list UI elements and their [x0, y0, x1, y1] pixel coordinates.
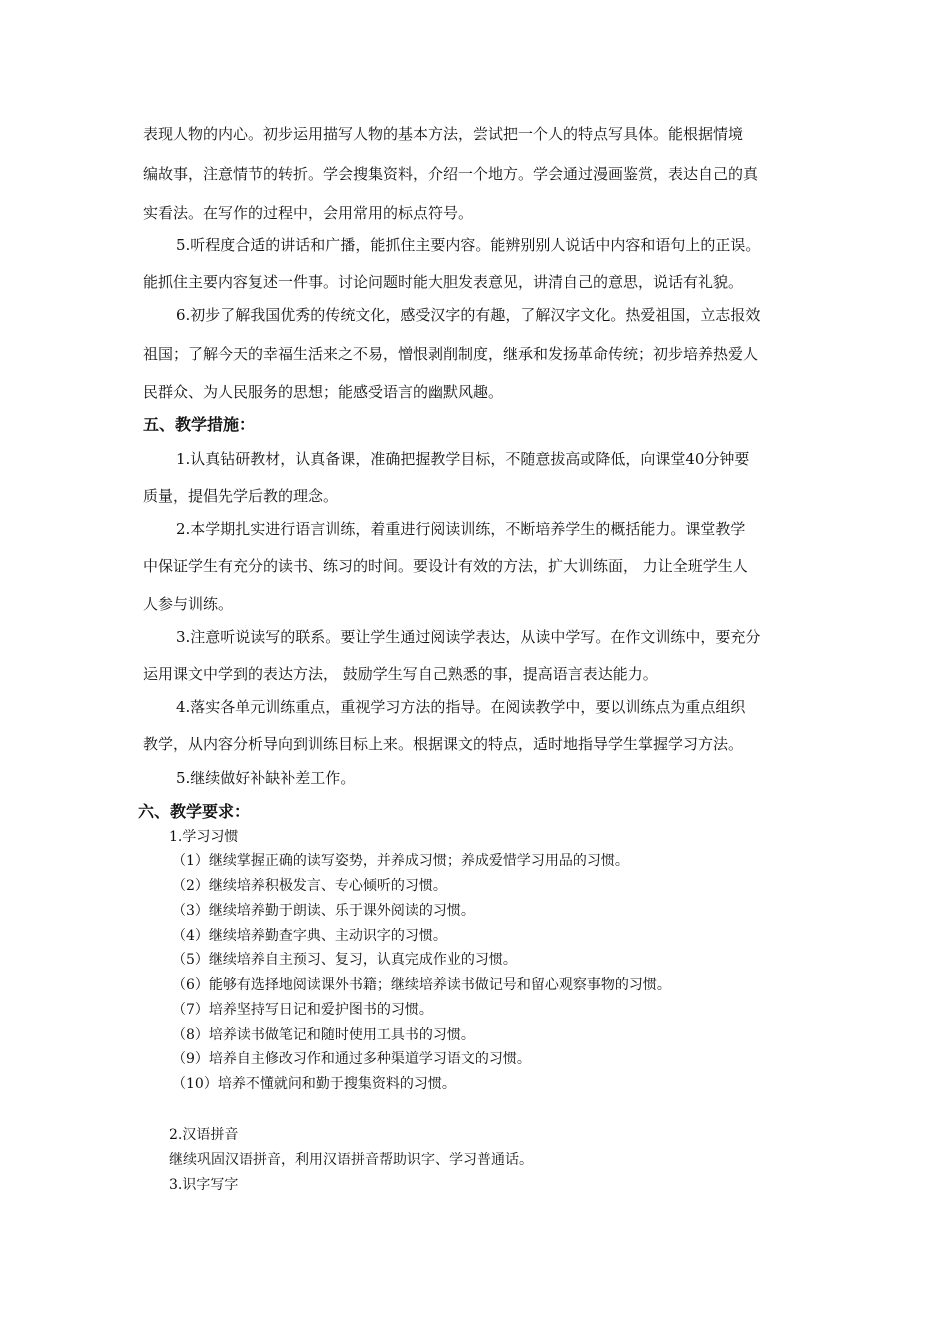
s5-item2-line-2: 中保证学生有充分的读书、练习的时间。要设计有效的方法，扩大训练面， 力让全班学生人 [143, 557, 748, 575]
s5-item1-line-2: 质量，提倡先学后教的理念。 [143, 487, 339, 505]
s6-habit-5: （5）继续培养自主预习、复习，认真完成作业的习惯。 [172, 952, 517, 968]
s6-sub2-title: 2.汉语拼音 [169, 1127, 239, 1143]
item6-line-2: 祖国；了解今天的幸福生活来之不易，憎恨剥削制度，继承和发扬革命传统；初步培养热爱人 [143, 345, 759, 363]
s5-item2-line-1: 2.本学期扎实进行语言训练，着重进行阅读训练，不断培养学生的概括能力。课堂教学 [176, 520, 746, 538]
item5-line-1: 5.听程度合适的讲话和广播，能抓住主要内容。能辨别别人说话中内容和语句上的正误。 [176, 236, 761, 254]
s5-item1-line-1: 1.认真钻研教材，认真备课，准确把握教学目标，不随意拔高或降低，向课堂40分钟要 [176, 450, 750, 468]
s5-item4-line-2: 教学，从内容分析导向到训练目标上来。根据课文的特点，适时地指导学生掌握学习方法。 [143, 735, 744, 753]
s6-habit-3: （3）继续培养勤于朗读、乐于课外阅读的习惯。 [172, 903, 475, 919]
s6-habit-1: （1）继续掌握正确的读写姿势，并养成习惯；养成爱惜学习用品的习惯。 [172, 853, 629, 869]
s5-item5-line-1: 5.继续做好补缺补差工作。 [176, 769, 356, 787]
s5-item3-line-1: 3.注意听说读写的联系。要让学生通过阅读学表达，从读中学写。在作文训练中，要充分 [176, 628, 761, 646]
intro-line-1: 表现人物的内心。初步运用描写人物的基本方法，尝试把一个人的特点写具体。能根据情境 [143, 125, 744, 143]
s6-sub1-title: 1.学习习惯 [169, 829, 239, 845]
item5-line-2: 能抓住主要内容复述一件事。讨论问题时能大胆发表意见，讲清自己的意思，说话有礼貌。 [143, 273, 744, 291]
item6-line-1: 6.初步了解我国优秀的传统文化，感受汉字的有趣，了解汉字文化。热爱祖国，立志报效 [176, 306, 761, 324]
section6-title: 六、教学要求： [138, 802, 251, 821]
s5-item3-line-2: 运用课文中学到的表达方法， 鼓励学生写自己熟悉的事，提高语言表达能力。 [143, 665, 658, 683]
s6-habit-10: （10）培养不懂就问和勤于搜集资料的习惯。 [172, 1076, 456, 1092]
s6-habit-4: （4）继续培养勤查字典、主动识字的习惯。 [172, 928, 447, 944]
s6-habit-2: （2）继续培养积极发言、专心倾听的习惯。 [172, 878, 447, 894]
s5-item4-line-1: 4.落实各单元训练重点，重视学习方法的指导。在阅读教学中，要以训练点为重点组织 [176, 698, 746, 716]
s6-habit-6: （6）能够有选择地阅读课外书籍；继续培养读书做记号和留心观察事物的习惯。 [172, 977, 671, 993]
intro-line-3: 实看法。在写作的过程中，会用常用的标点符号。 [143, 204, 474, 222]
section5-title: 五、教学措施： [143, 415, 256, 434]
intro-line-2: 编故事，注意情节的转折。学会搜集资料，介绍一个地方。学会通过漫画鉴赏，表达自己的真 [143, 165, 759, 183]
s6-habit-7: （7）培养坚持写日记和爱护图书的习惯。 [172, 1002, 433, 1018]
s5-item2-line-3: 人参与训练。 [143, 595, 234, 613]
item6-line-3: 民群众、为人民服务的思想；能感受语言的幽默风趣。 [143, 383, 504, 401]
s6-sub3-title: 3.识字写字 [169, 1177, 239, 1193]
s6-sub2-body: 继续巩固汉语拼音，利用汉语拼音帮助识字、学习普通话。 [169, 1152, 533, 1168]
s6-habit-8: （8）培养读书做笔记和随时使用工具书的习惯。 [172, 1027, 475, 1043]
s6-habit-9: （9）培养自主修改习作和通过多种渠道学习语文的习惯。 [172, 1051, 531, 1067]
